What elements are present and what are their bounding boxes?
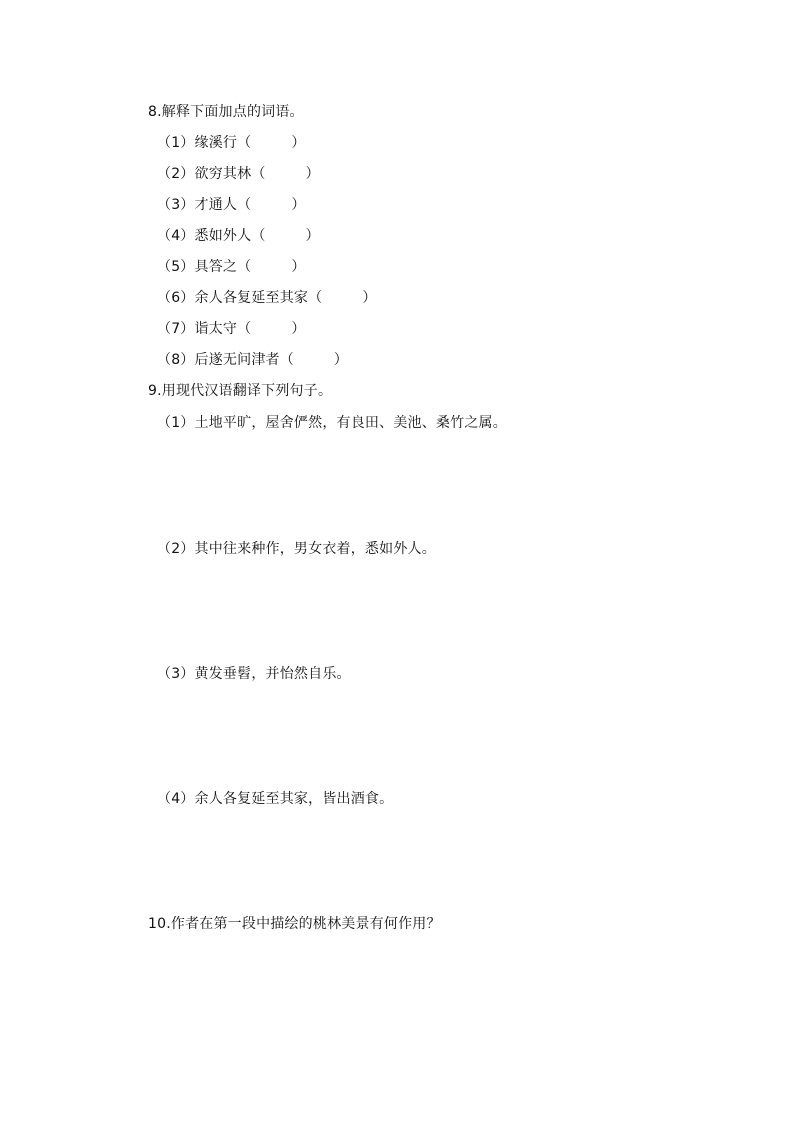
q8-item-1: （1）缘溪行（ ）: [157, 135, 306, 151]
q8-item-6: （6）余人各复延至其家（ ）: [157, 290, 377, 306]
question-9-title: 9.用现代汉语翻译下列句子。: [148, 383, 333, 399]
q9-item-4: （4）余人各复延至其家，皆出酒食。: [157, 791, 394, 807]
q9-item-1: （1）土地平旷，屋舍俨然，有良田、美池、桑竹之属。: [157, 415, 507, 431]
q8-item-5: （5）具答之（ ）: [157, 259, 306, 275]
q9-item-2: （2）其中往来种作，男女衣着，悉如外人。: [157, 541, 436, 557]
q8-item-4: （4）悉如外人（ ）: [157, 228, 320, 244]
q8-item-2: （2）欲穷其林（ ）: [157, 166, 320, 182]
question-8-title: 8.解释下面加点的词语。: [148, 104, 304, 120]
q8-item-8: （8）后遂无问津者（ ）: [157, 352, 349, 368]
question-10-title: 10.作者在第一段中描绘的桃林美景有何作用？: [148, 916, 441, 932]
q8-item-7: （7）诣太守（ ）: [157, 321, 306, 337]
q8-item-3: （3）才通人（ ）: [157, 197, 306, 213]
q9-item-3: （3）黄发垂髫，并怡然自乐。: [157, 666, 351, 682]
